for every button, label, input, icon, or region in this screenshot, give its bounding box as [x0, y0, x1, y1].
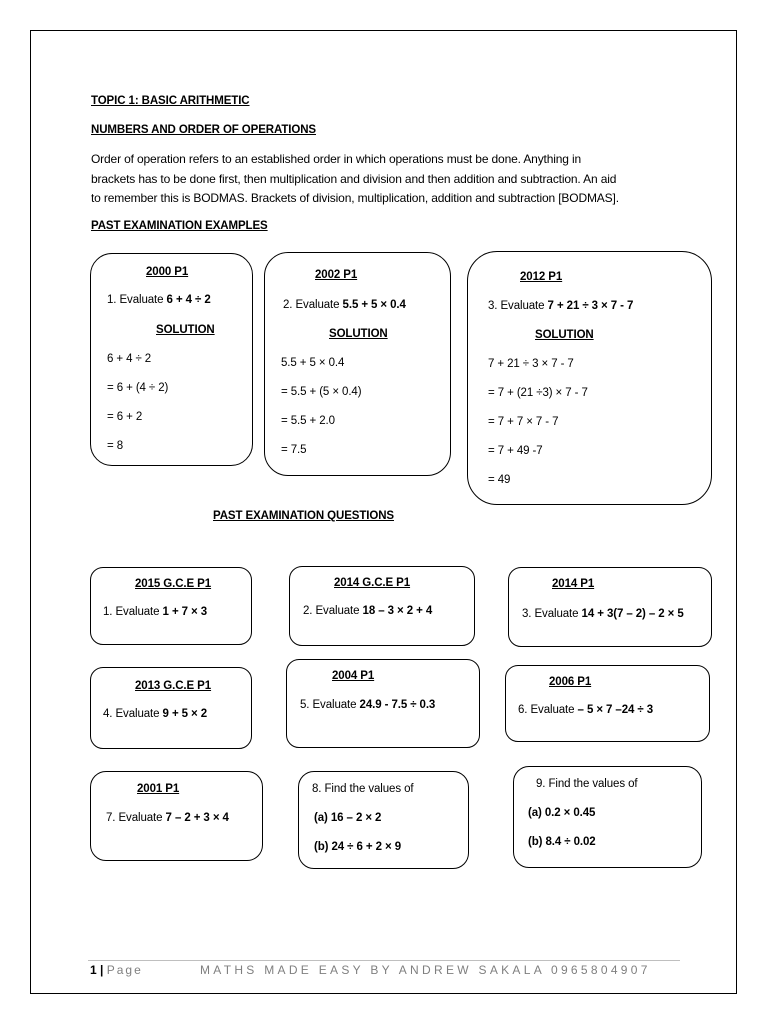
solution-step: 7 + 21 ÷ 3 × 7 - 7: [488, 358, 574, 370]
footer-separator: |: [96, 963, 107, 977]
question-title: 2015 G.C.E P1: [135, 578, 212, 590]
questions-heading: PAST EXAMINATION QUESTIONS: [213, 510, 394, 522]
question-text: 7. Evaluate 7 – 2 + 3 × 4: [106, 812, 229, 824]
page-number: 1: [90, 963, 97, 977]
question-text: 1. Evaluate 1 + 7 × 3: [103, 606, 208, 618]
solution-label: SOLUTION: [535, 329, 594, 341]
paragraph-line: to remember this is BODMAS. Brackets of division, multiplication, addition and subtraction [BODMAS].: [91, 191, 619, 205]
page-word: Page: [106, 963, 143, 977]
footer-author: MATHS MADE EASY BY ANDREW SAKALA 0965804907: [200, 963, 651, 977]
question-card-9: [513, 766, 702, 868]
solution-step: = 8: [107, 440, 124, 452]
question-title: 2014 P1: [552, 578, 595, 590]
question-title: 2006 P1: [549, 676, 592, 688]
paragraph-line: brackets has to be done first, then multiplication and division and then addition and subtraction. An aid: [91, 171, 617, 186]
find-values-label: 8. Find the values of: [312, 783, 414, 795]
question-text: 6. Evaluate – 5 × 7 –24 ÷ 3: [518, 704, 654, 716]
solution-step: = 5.5 + 2.0: [281, 415, 335, 427]
question-card-2001: [90, 771, 263, 861]
solution-step: = 7 + (21 ÷3) × 7 - 7: [488, 387, 588, 399]
find-values-label: 9. Find the values of: [536, 778, 638, 790]
question-card-2004: [286, 659, 480, 748]
question-text: 2. Evaluate 18 – 3 × 2 + 4: [303, 605, 433, 617]
solution-step: 6 + 4 ÷ 2: [107, 353, 152, 365]
question-card-2015-gce: [90, 567, 252, 645]
topic-title: TOPIC 1: BASIC ARITHMETIC: [91, 95, 250, 107]
find-values-part: (a) 0.2 × 0.45: [528, 807, 596, 819]
question-card-2013-gce: [90, 667, 252, 749]
solution-step: = 7 + 7 × 7 - 7: [488, 416, 559, 428]
question-text: 3. Evaluate 14 + 3(7 – 2) – 2 × 5: [522, 608, 684, 620]
solution-step: = 6 + (4 ÷ 2): [107, 382, 169, 394]
question-text: 4. Evaluate 9 + 5 × 2: [103, 708, 208, 720]
example-card-2002: [264, 252, 451, 476]
intro-paragraph: [91, 150, 681, 209]
section-title: NUMBERS AND ORDER OF OPERATIONS: [91, 124, 316, 136]
example-card-2000: [90, 253, 253, 466]
examples-heading: PAST EXAMINATION EXAMPLES: [91, 220, 268, 232]
example-title: 2012 P1: [520, 271, 563, 283]
example-card-2012: [467, 251, 712, 505]
paragraph-line: Order of operation refers to an established order in which operations must be done. Anything in: [91, 152, 582, 166]
example-question: 3. Evaluate 7 + 21 ÷ 3 × 7 - 7: [488, 300, 634, 312]
solution-step: = 7.5: [281, 444, 307, 456]
find-values-part: (a) 16 – 2 × 2: [314, 812, 382, 824]
solution-step: 5.5 + 5 × 0.4: [281, 357, 345, 369]
question-card-2014: [508, 567, 712, 647]
question-title: 2001 P1: [137, 783, 180, 795]
question-text: 5. Evaluate 24.9 - 7.5 ÷ 0.3: [300, 699, 436, 711]
example-title: 2000 P1: [146, 266, 189, 278]
solution-step: = 6 + 2: [107, 411, 143, 423]
solution-label: SOLUTION: [329, 328, 388, 340]
solution-step: = 49: [488, 474, 511, 486]
solution-step: = 5.5 + (5 × 0.4): [281, 386, 362, 398]
example-question: 2. Evaluate 5.5 + 5 × 0.4: [283, 299, 406, 311]
find-values-part: (b) 24 ÷ 6 + 2 × 9: [314, 841, 401, 853]
question-card-2006: [505, 665, 710, 742]
example-title: 2002 P1: [315, 269, 358, 281]
question-title: 2004 P1: [332, 670, 375, 682]
footer-divider: [88, 960, 680, 961]
solution-step: = 7 + 49 -7: [488, 445, 543, 457]
question-card-8: [298, 771, 469, 869]
question-card-2014-gce: [289, 566, 475, 646]
find-values-part: (b) 8.4 ÷ 0.02: [528, 836, 596, 848]
question-title: 2014 G.C.E P1: [334, 577, 411, 589]
question-title: 2013 G.C.E P1: [135, 680, 212, 692]
example-question: 1. Evaluate 6 + 4 ÷ 2: [107, 294, 211, 306]
page-footer: [90, 963, 651, 977]
solution-label: SOLUTION: [156, 324, 215, 336]
